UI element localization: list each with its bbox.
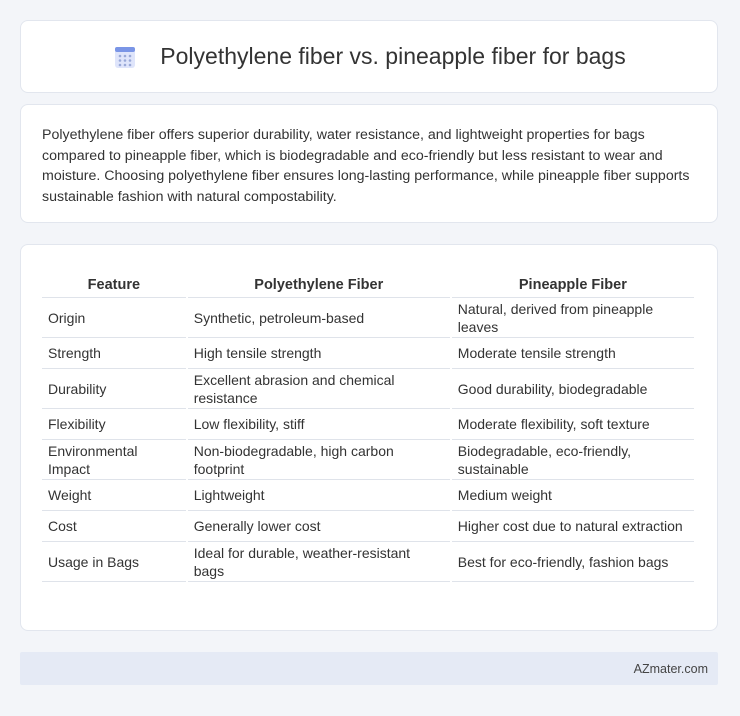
table-row [42, 440, 694, 480]
header-feature: Feature [42, 263, 186, 298]
footer-site-name: AZmater.com [633, 661, 708, 676]
pineapple-cell: Biodegradable, eco-friendly, sustainable [452, 440, 694, 480]
intro-card [20, 104, 718, 223]
table-header-row [42, 263, 694, 298]
table-row [42, 480, 694, 511]
table-row [42, 369, 694, 409]
table-row [42, 298, 694, 338]
polyethylene-cell: Low flexibility, stiff [188, 409, 450, 440]
comparison-table-card [20, 244, 718, 631]
polyethylene-cell: Non-biodegradable, high carbon footprint [188, 440, 450, 480]
polyethylene-cell: Synthetic, petroleum-based [188, 298, 450, 338]
pineapple-cell: Natural, derived from pineapple leaves [452, 298, 694, 338]
feature-cell: Origin [42, 298, 186, 338]
feature-cell: Cost [42, 511, 186, 542]
feature-cell: Strength [42, 338, 186, 369]
polyethylene-cell: Excellent abrasion and chemical resistance [188, 369, 450, 409]
feature-cell: Flexibility [42, 409, 186, 440]
pineapple-cell: Higher cost due to natural extraction [452, 511, 694, 542]
pineapple-cell: Medium weight [452, 480, 694, 511]
page-title: Polyethylene fiber vs. pineapple fiber for bags [160, 43, 626, 69]
header-polyethylene: Polyethylene Fiber [188, 263, 450, 298]
pineapple-cell: Moderate tensile strength [452, 338, 694, 369]
table-row [42, 409, 694, 440]
polyethylene-cell: Generally lower cost [188, 511, 450, 542]
table-row [42, 542, 694, 582]
feature-cell: Environmental Impact [42, 440, 186, 480]
comparison-table [40, 263, 696, 582]
pineapple-cell: Best for eco-friendly, fashion bags [452, 542, 694, 582]
table-row [42, 338, 694, 369]
polyethylene-cell: Lightweight [188, 480, 450, 511]
intro-paragraph: Polyethylene fiber offers superior durability, water resistance, and lightweight properties for bags compared to pineapple fiber, which is biodegradable and eco-friendly but less resistant to wear and moisture. Choosing polyethylene fiber ensures long-lasting performance, while pineapple fiber supports sustainable fashion with natural compostability. [42, 127, 690, 205]
feature-cell: Usage in Bags [42, 542, 186, 582]
pineapple-cell: Good durability, biodegradable [452, 369, 694, 409]
footer-bar [20, 652, 718, 685]
calendar-icon [112, 44, 138, 70]
feature-cell: Weight [42, 480, 186, 511]
polyethylene-cell: High tensile strength [188, 338, 450, 369]
feature-cell: Durability [42, 369, 186, 409]
polyethylene-cell: Ideal for durable, weather-resistant bags [188, 542, 450, 582]
table-row [42, 511, 694, 542]
pineapple-cell: Moderate flexibility, soft texture [452, 409, 694, 440]
title-card [20, 20, 718, 93]
header-pineapple: Pineapple Fiber [452, 263, 694, 298]
